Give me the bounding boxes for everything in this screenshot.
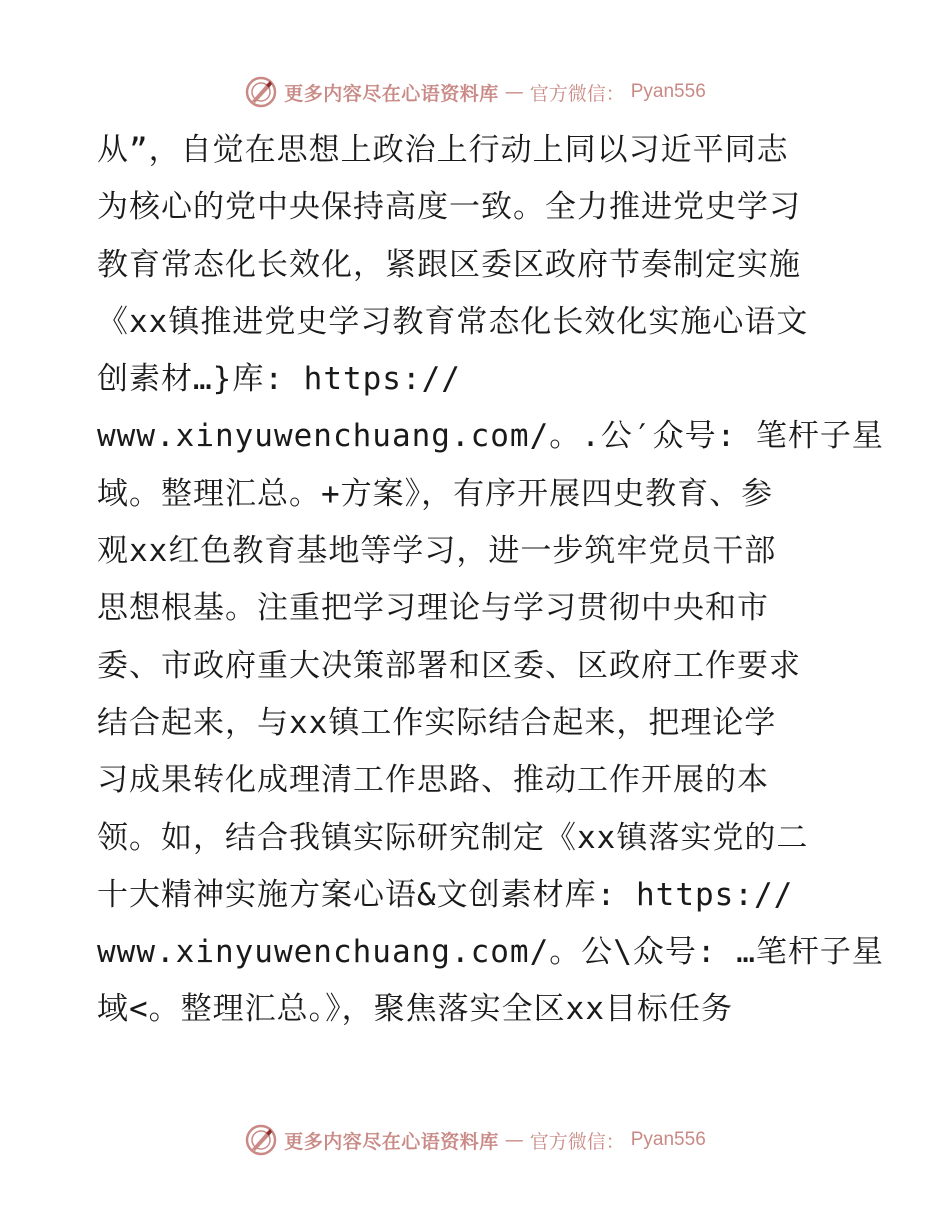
body-line: 创素材…}库: https:// <box>97 361 461 398</box>
document-body <box>97 122 884 1039</box>
body-line: 域<。整理汇总。》，聚焦落实全区xx目标任务 <box>97 991 733 1028</box>
watermark-separator: — <box>504 81 524 103</box>
body-line: 从”，自觉在思想上政治上行动上同以习近平同志 <box>97 132 789 168</box>
watermark-site-text: 更多内容尽在心语资料库 <box>284 82 499 105</box>
pen-logo-icon <box>244 1123 278 1157</box>
body-line: 《xx镇推进党史学习教育常态化长效化实施心语文 <box>97 303 809 340</box>
watermark-label: 官方微信： <box>529 82 625 105</box>
watermark-handle: Pyan556 <box>630 1129 706 1150</box>
body-line: 观xx红色教育基地等学习，进一步筑牢党员干部 <box>97 533 777 570</box>
body-line: 领。如，结合我镇实际研究制定《xx镇落实党的二 <box>97 819 809 856</box>
body-line: 思想根基。注重把学习理论与学习贯彻中央和市 <box>97 590 769 627</box>
watermark-separator: — <box>504 1129 524 1151</box>
body-line: www.xinyuwenchuang.com/。公\众号: …笔杆子星 <box>97 934 884 971</box>
watermark-label: 官方微信： <box>529 1130 625 1153</box>
footer-watermark <box>0 1120 950 1160</box>
body-line: 为核心的党中央保持高度一致。全力推进党史学习 <box>97 189 801 226</box>
body-line: 教育常态化长效化，紧跟区委区政府节奏制定实施 <box>97 246 801 283</box>
body-line: 域。整理汇总。+方案》，有序开展四史教育、参 <box>97 475 774 512</box>
pen-logo-icon <box>244 75 278 109</box>
watermark-site-text: 更多内容尽在心语资料库 <box>284 1130 499 1153</box>
watermark-handle: Pyan556 <box>630 81 706 102</box>
body-line: 委、市政府重大决策部署和区委、区政府工作要求 <box>97 647 801 684</box>
body-line: 习成果转化成理清工作思路、推动工作开展的本 <box>97 762 769 799</box>
header-watermark <box>0 72 950 112</box>
body-line: 十大精神实施方案心语&文创素材库: https:// <box>97 876 794 913</box>
body-line: 结合起来，与xx镇工作实际结合起来，把理论学 <box>97 704 777 741</box>
body-line: www.xinyuwenchuang.com/。.公′众号: 笔杆子星 <box>97 418 884 455</box>
